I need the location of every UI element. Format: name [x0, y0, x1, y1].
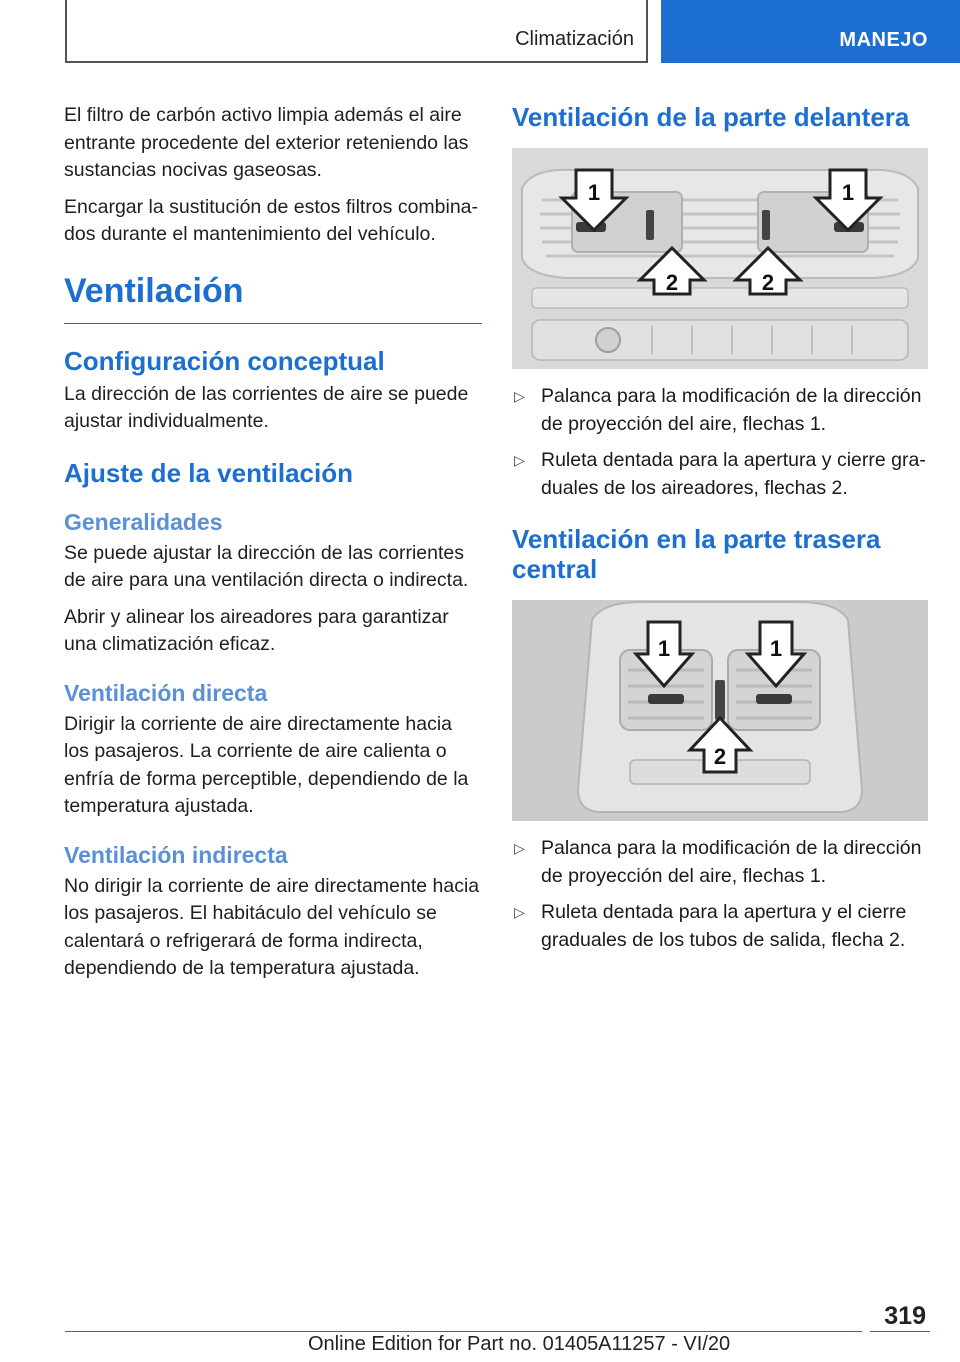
paragraph-carbon-filter: El filtro de carbón activo limpia además el aire entrante procedente del exterior reteniendo las sustancias nocivas gaseosas. [64, 104, 469, 181]
front-vents-drawing [512, 148, 928, 369]
paragraph-generalidades-1: Se puede ajustar la dirección de las corrientes de aire para una ventilación directa o indirecta. [64, 541, 469, 591]
right-column [512, 102, 928, 963]
paragraph-configuracion: La dirección de las corrientes de aire se puede ajustar individualmente. [64, 382, 469, 432]
paragraph-ventilacion-indirecta: No dirigir la corriente de aire directamente hacia los pasajeros. El habitáculo del vehículo se calentará o refrigerará de forma indirecta, dependiendo de la temperatura ajustada. [64, 874, 480, 979]
heading-generalidades: Generalidades [64, 508, 223, 535]
paragraph-generalidades-2: Abrir y alinear los aireadores para garantizar una climatización eficaz. [64, 605, 449, 655]
list-item [512, 383, 928, 438]
heading-ventilacion-delantera: Ventilación de la parte delantera [512, 102, 910, 132]
rear-arrow-1-left-label: 1 [657, 636, 671, 661]
page-number: 319 [884, 1302, 926, 1330]
left-column [64, 102, 482, 992]
rear-vents-illustration [512, 600, 928, 821]
front-bullet-text-1: Palanca para la modificación de la dirección de proyección del aire, flechas 1. [541, 385, 922, 435]
header-section-box [65, 0, 648, 63]
heading-configuracion-conceptual: Configuración conceptual [64, 345, 385, 376]
bullet-triangle-icon: ▷ [514, 452, 525, 468]
rear-bullet-text-1: Palanca para la modificación de la dirección de proyección del aire, flechas 1. [541, 837, 922, 887]
bullet-triangle-icon: ▷ [514, 904, 525, 920]
rear-vents-drawing [512, 600, 928, 821]
footer-edition-text: Online Edition for Part no. 01405A11257 - VI/20 [308, 1333, 731, 1355]
paragraph-filter-replacement: Encargar la sustitución de estos filtros combinados durante el mantenimiento del vehículo. [64, 195, 479, 245]
paragraph-ventilacion-directa: Dirigir la corriente de aire directamente hacia los pasajeros. La corriente de aire calienta o enfría de forma perceptible, dependiendo de la temperatura ajustada. [64, 712, 469, 817]
heading-ventilacion: Ventilación [64, 271, 482, 324]
bullet-triangle-icon: ▷ [514, 840, 525, 856]
heading-ventilacion-directa: Ventilación directa [64, 679, 268, 706]
heading-ventilacion-indirecta: Ventilación indirecta [64, 841, 288, 868]
rear-bullet-text-2: Ruleta dentada para la apertura y el cierre graduales de los tubos de salida, flecha 2. [541, 901, 907, 951]
front-vents-list [512, 383, 928, 502]
rear-vents-list [512, 835, 928, 954]
heading-ajuste-ventilacion: Ajuste de la ventilación [64, 457, 353, 488]
list-item [512, 447, 928, 502]
rear-arrow-1-right-label: 1 [769, 636, 783, 661]
front-bullet-text-2: Ruleta dentada para la apertura y cierre graduales de los aireadores, flechas 2. [541, 449, 926, 499]
footer-divider-short [870, 1331, 930, 1332]
front-arrow-1-left-label: 1 [587, 180, 601, 205]
front-arrow-2-right-label: 2 [761, 270, 775, 295]
front-arrow-2-left-label: 2 [665, 270, 679, 295]
footer-divider [65, 1331, 862, 1332]
rear-arrow-2-label: 2 [713, 744, 727, 769]
header-chapter-label: MANEJO [839, 29, 928, 51]
front-arrow-1-right-label: 1 [841, 180, 855, 205]
header-section-title: Climatización [515, 28, 634, 50]
list-item [512, 899, 928, 954]
header-chapter-tab [661, 0, 960, 63]
bullet-triangle-icon: ▷ [514, 388, 525, 404]
list-item [512, 835, 928, 890]
heading-ventilacion-trasera: Ventilación en la parte trasera central [512, 524, 881, 584]
front-vents-illustration [512, 148, 928, 369]
